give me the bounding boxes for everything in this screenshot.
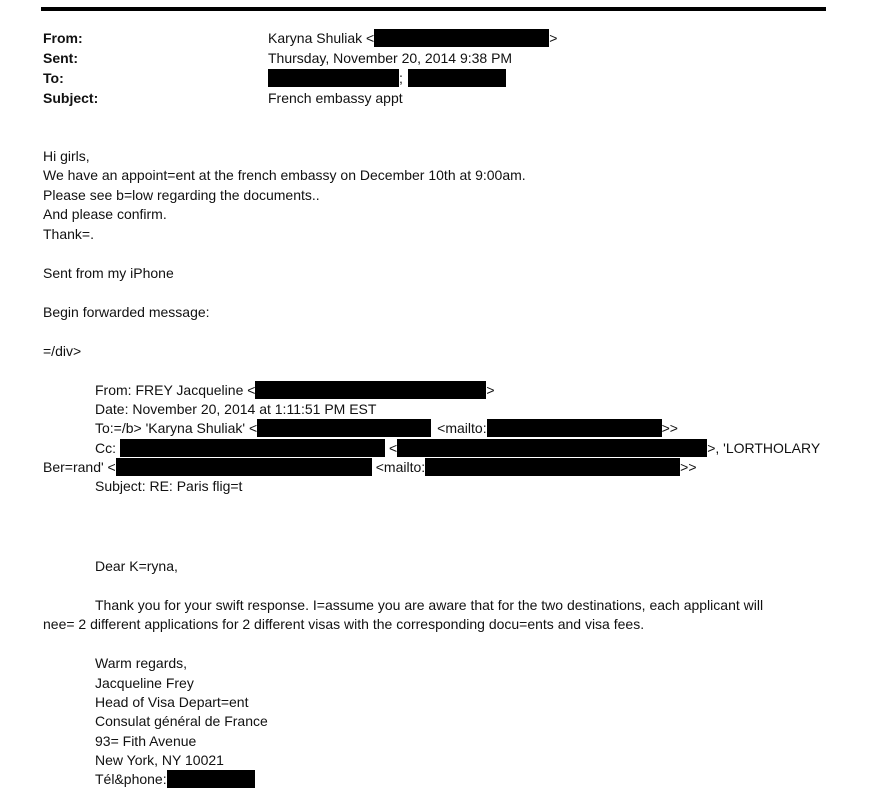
redaction-box <box>397 439 707 457</box>
redaction-box <box>257 419 431 437</box>
fwd-cc-after: >, 'LORTHOLARY <box>707 440 821 456</box>
fwd-to-text: To:=/b> 'Karyna Shuliak' < <box>95 420 258 436</box>
body-line: We have an appoint=ent at the french embassy on December 10th at 9:00am. <box>43 167 526 183</box>
redaction-box <box>167 770 255 788</box>
redaction-box <box>255 381 486 399</box>
from-label: From: <box>43 30 83 46</box>
to-separator: ; <box>399 70 403 86</box>
from-value <box>268 29 557 48</box>
redaction-box <box>374 29 549 47</box>
signature-city: New York, NY 10021 <box>95 752 224 768</box>
body-line: Thank=. <box>43 226 94 242</box>
from-sender-name: Karyna Shuliak < <box>268 30 375 46</box>
subject-label: Subject: <box>43 90 99 106</box>
fwd-cc-open: < <box>389 440 398 456</box>
reply-para-line: Thank you for your swift response. I=assume you are aware that for the two destinations, each applicant will <box>95 597 764 613</box>
signature-phone <box>95 770 255 789</box>
fwd-to-mailto: <mailto: <box>437 420 487 436</box>
fwd-cc <box>95 439 820 458</box>
fwd-ber-mailto: <mailto: <box>375 459 426 475</box>
redaction-box <box>487 419 662 437</box>
subject-value: French embassy appt <box>268 90 403 106</box>
redaction-box <box>425 458 680 476</box>
body-line: Please see b=low regarding the documents.. <box>43 187 320 203</box>
sent-value: Thursday, November 20, 2014 9:38 PM <box>268 50 513 66</box>
from-close: > <box>549 30 558 46</box>
body-line: And please confirm. <box>43 206 167 222</box>
fwd-to-close: >> <box>661 420 678 436</box>
redaction-box <box>120 439 385 457</box>
fwd-cc-text: Cc: <box>95 440 116 456</box>
fwd-ber-close: >> <box>680 459 697 475</box>
signature-street: 93= Fith Avenue <box>95 733 197 749</box>
to-value <box>268 69 506 88</box>
fwd-to <box>95 419 678 438</box>
header-rule <box>41 7 826 11</box>
signature-name: Jacqueline Frey <box>95 675 194 691</box>
fwd-subject: Subject: RE: Paris flig=t <box>95 478 243 494</box>
fwd-cc-continued <box>43 458 697 477</box>
redaction-box <box>268 69 399 87</box>
forward-intro: Begin forwarded message: <box>43 304 210 320</box>
greeting: Hi girls, <box>43 148 90 164</box>
fwd-from-text: From: FREY Jacqueline < <box>95 382 256 398</box>
mobile-signature: Sent from my iPhone <box>43 265 174 281</box>
to-label: To: <box>43 70 64 86</box>
reply-closing: Warm regards, <box>95 655 188 671</box>
signature-title: Head of Visa Depart=ent <box>95 694 249 710</box>
html-artifact: =/div> <box>43 343 82 359</box>
signature-org: Consulat général de France <box>95 713 268 729</box>
fwd-from <box>95 381 495 400</box>
redaction-box <box>408 69 506 87</box>
fwd-ber-text: Ber=rand' < <box>43 459 116 475</box>
fwd-date: Date: November 20, 2014 at 1:11:51 PM EST <box>95 401 377 417</box>
redaction-box <box>116 458 372 476</box>
fwd-from-close: > <box>486 382 495 398</box>
sent-label: Sent: <box>43 50 78 66</box>
reply-para-line: nee= 2 different applications for 2 different visas with the corresponding docu=ents and visa fees. <box>43 616 645 632</box>
reply-salutation: Dear K=ryna, <box>95 558 178 574</box>
signature-phone-label: Tél&phone: <box>95 771 167 787</box>
